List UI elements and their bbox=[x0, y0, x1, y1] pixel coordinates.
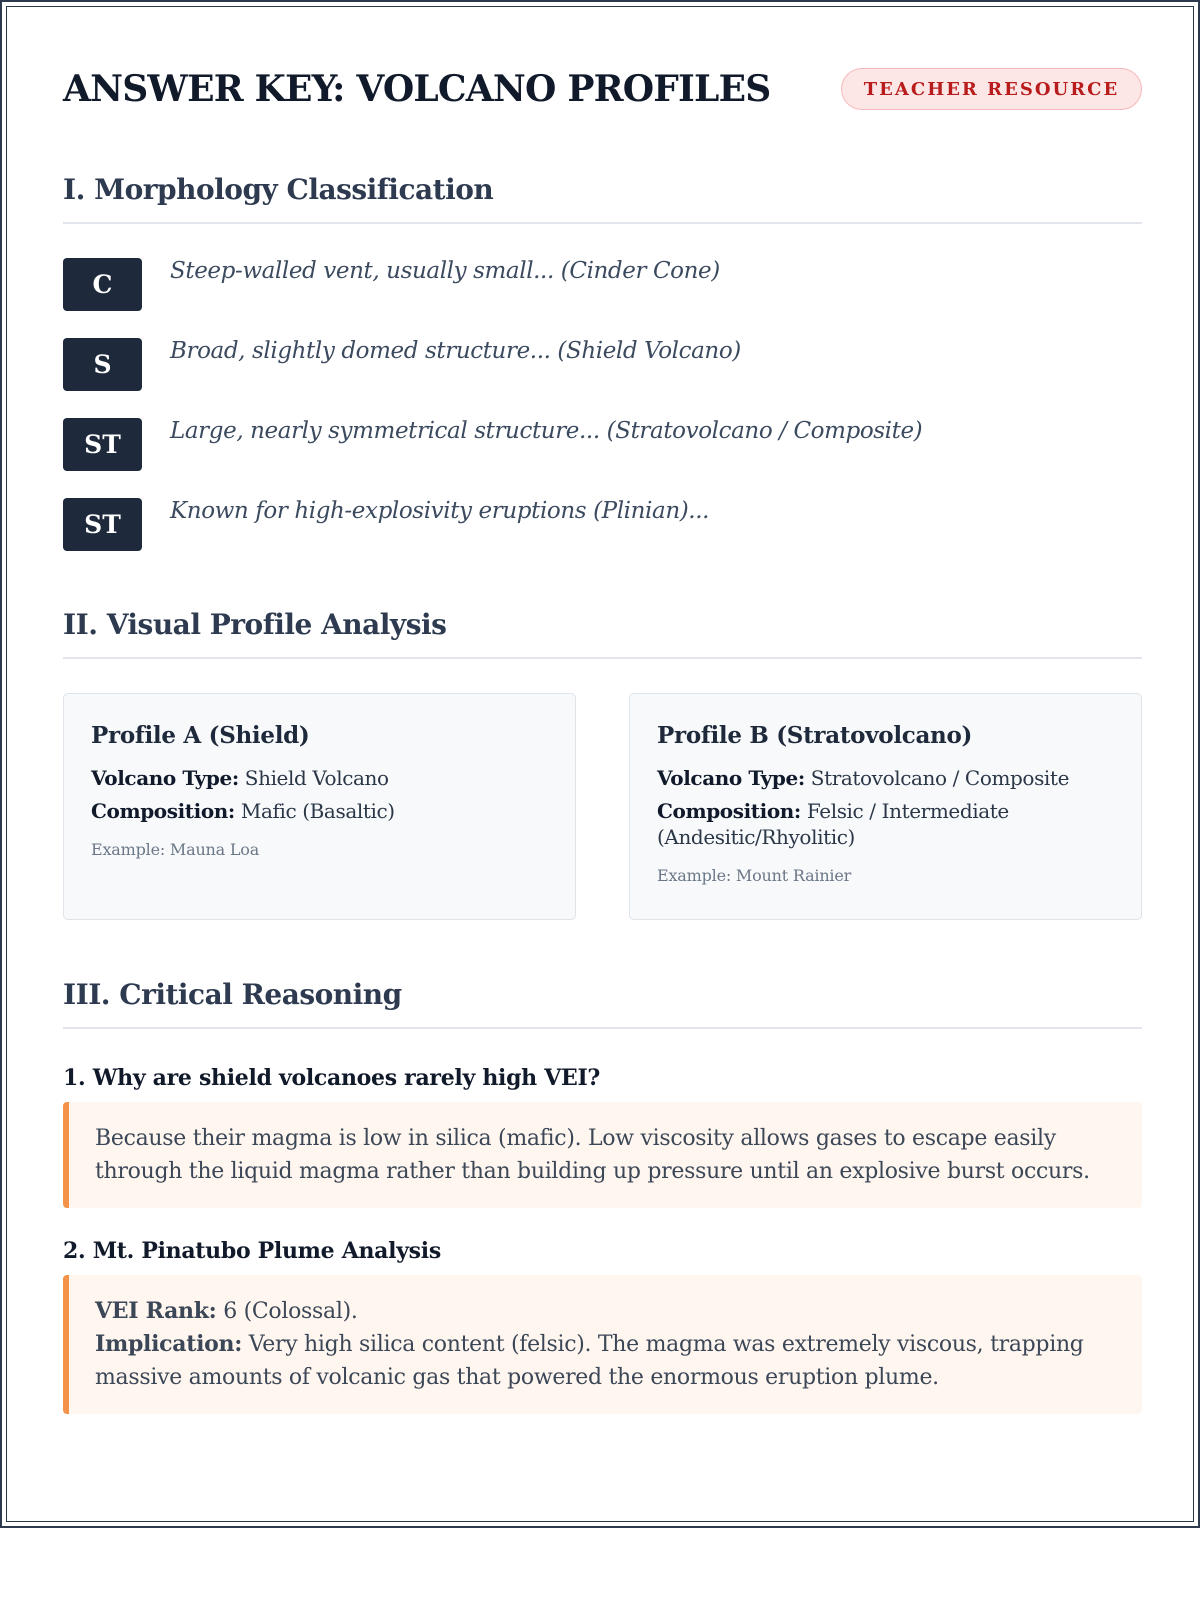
header bbox=[63, 64, 1142, 114]
section-visual-profile-heading: II. Visual Profile Analysis bbox=[63, 608, 1142, 659]
morphology-description: Large, nearly symmetrical structure... (Stratovolcano / Composite) bbox=[170, 418, 923, 444]
teacher-resource-badge: TEACHER RESOURCE bbox=[841, 68, 1142, 110]
implication-value: Very high silica content (felsic). The magma was extremely viscous, trapping massive amounts of volcanic gas that powered the enormous eruption plume. bbox=[95, 1332, 1084, 1390]
vei-rank-value: 6 (Colossal). bbox=[223, 1299, 358, 1324]
profile-composition bbox=[91, 798, 548, 824]
profile-volcano-type bbox=[657, 765, 1114, 791]
answer-1-text: Because their magma is low in silica (mafic). Low viscosity allows gases to escape easily through the liquid magma rather than building up pressure until an explosive burst occurs. bbox=[95, 1126, 1090, 1184]
composition-label: Composition: bbox=[91, 799, 235, 823]
volcano-type-value: Shield Volcano bbox=[244, 766, 389, 790]
volcano-type-value: Stratovolcano / Composite bbox=[810, 766, 1070, 790]
morphology-code-badge: S bbox=[63, 338, 142, 391]
question-2: 2. Mt. Pinatubo Plume Analysis bbox=[63, 1238, 441, 1264]
morphology-item bbox=[63, 498, 1142, 552]
composition-value: Felsic / Intermediate (Andesitic/Rhyolitic) bbox=[657, 799, 1009, 849]
morphology-item bbox=[63, 258, 1142, 312]
composition-value: Mafic (Basaltic) bbox=[240, 799, 395, 823]
profile-card-a bbox=[63, 693, 576, 920]
morphology-description: Steep-walled vent, usually small... (Cinder Cone) bbox=[170, 258, 720, 284]
morphology-item bbox=[63, 338, 1142, 392]
profile-composition bbox=[657, 798, 1114, 850]
profile-title: Profile A (Shield) bbox=[91, 722, 310, 749]
volcano-type-label: Volcano Type: bbox=[657, 766, 805, 790]
vei-rank-label: VEI Rank: bbox=[95, 1298, 217, 1324]
morphology-code-badge: ST bbox=[63, 498, 142, 551]
implication-label: Implication: bbox=[95, 1331, 243, 1357]
question-1: 1. Why are shield volcanoes rarely high VEI? bbox=[63, 1065, 601, 1091]
section-morphology-heading: I. Morphology Classification bbox=[63, 173, 1142, 224]
morphology-code-badge: ST bbox=[63, 418, 142, 471]
profile-example: Example: Mount Rainier bbox=[657, 866, 852, 885]
page-title: ANSWER KEY: VOLCANO PROFILES bbox=[63, 68, 771, 110]
answer-2 bbox=[63, 1275, 1142, 1414]
profile-title: Profile B (Stratovolcano) bbox=[657, 722, 973, 749]
profile-volcano-type bbox=[91, 765, 548, 791]
morphology-code-badge: C bbox=[63, 258, 142, 311]
profile-card-b bbox=[629, 693, 1142, 920]
profile-example: Example: Mauna Loa bbox=[91, 840, 260, 859]
morphology-item bbox=[63, 418, 1142, 472]
section-critical-reasoning-heading: III. Critical Reasoning bbox=[63, 978, 1142, 1029]
composition-label: Composition: bbox=[657, 799, 801, 823]
morphology-description: Broad, slightly domed structure... (Shield Volcano) bbox=[170, 338, 741, 364]
volcano-type-label: Volcano Type: bbox=[91, 766, 239, 790]
answer-1 bbox=[63, 1102, 1142, 1208]
morphology-description: Known for high-explosivity eruptions (Plinian)... bbox=[170, 498, 710, 524]
